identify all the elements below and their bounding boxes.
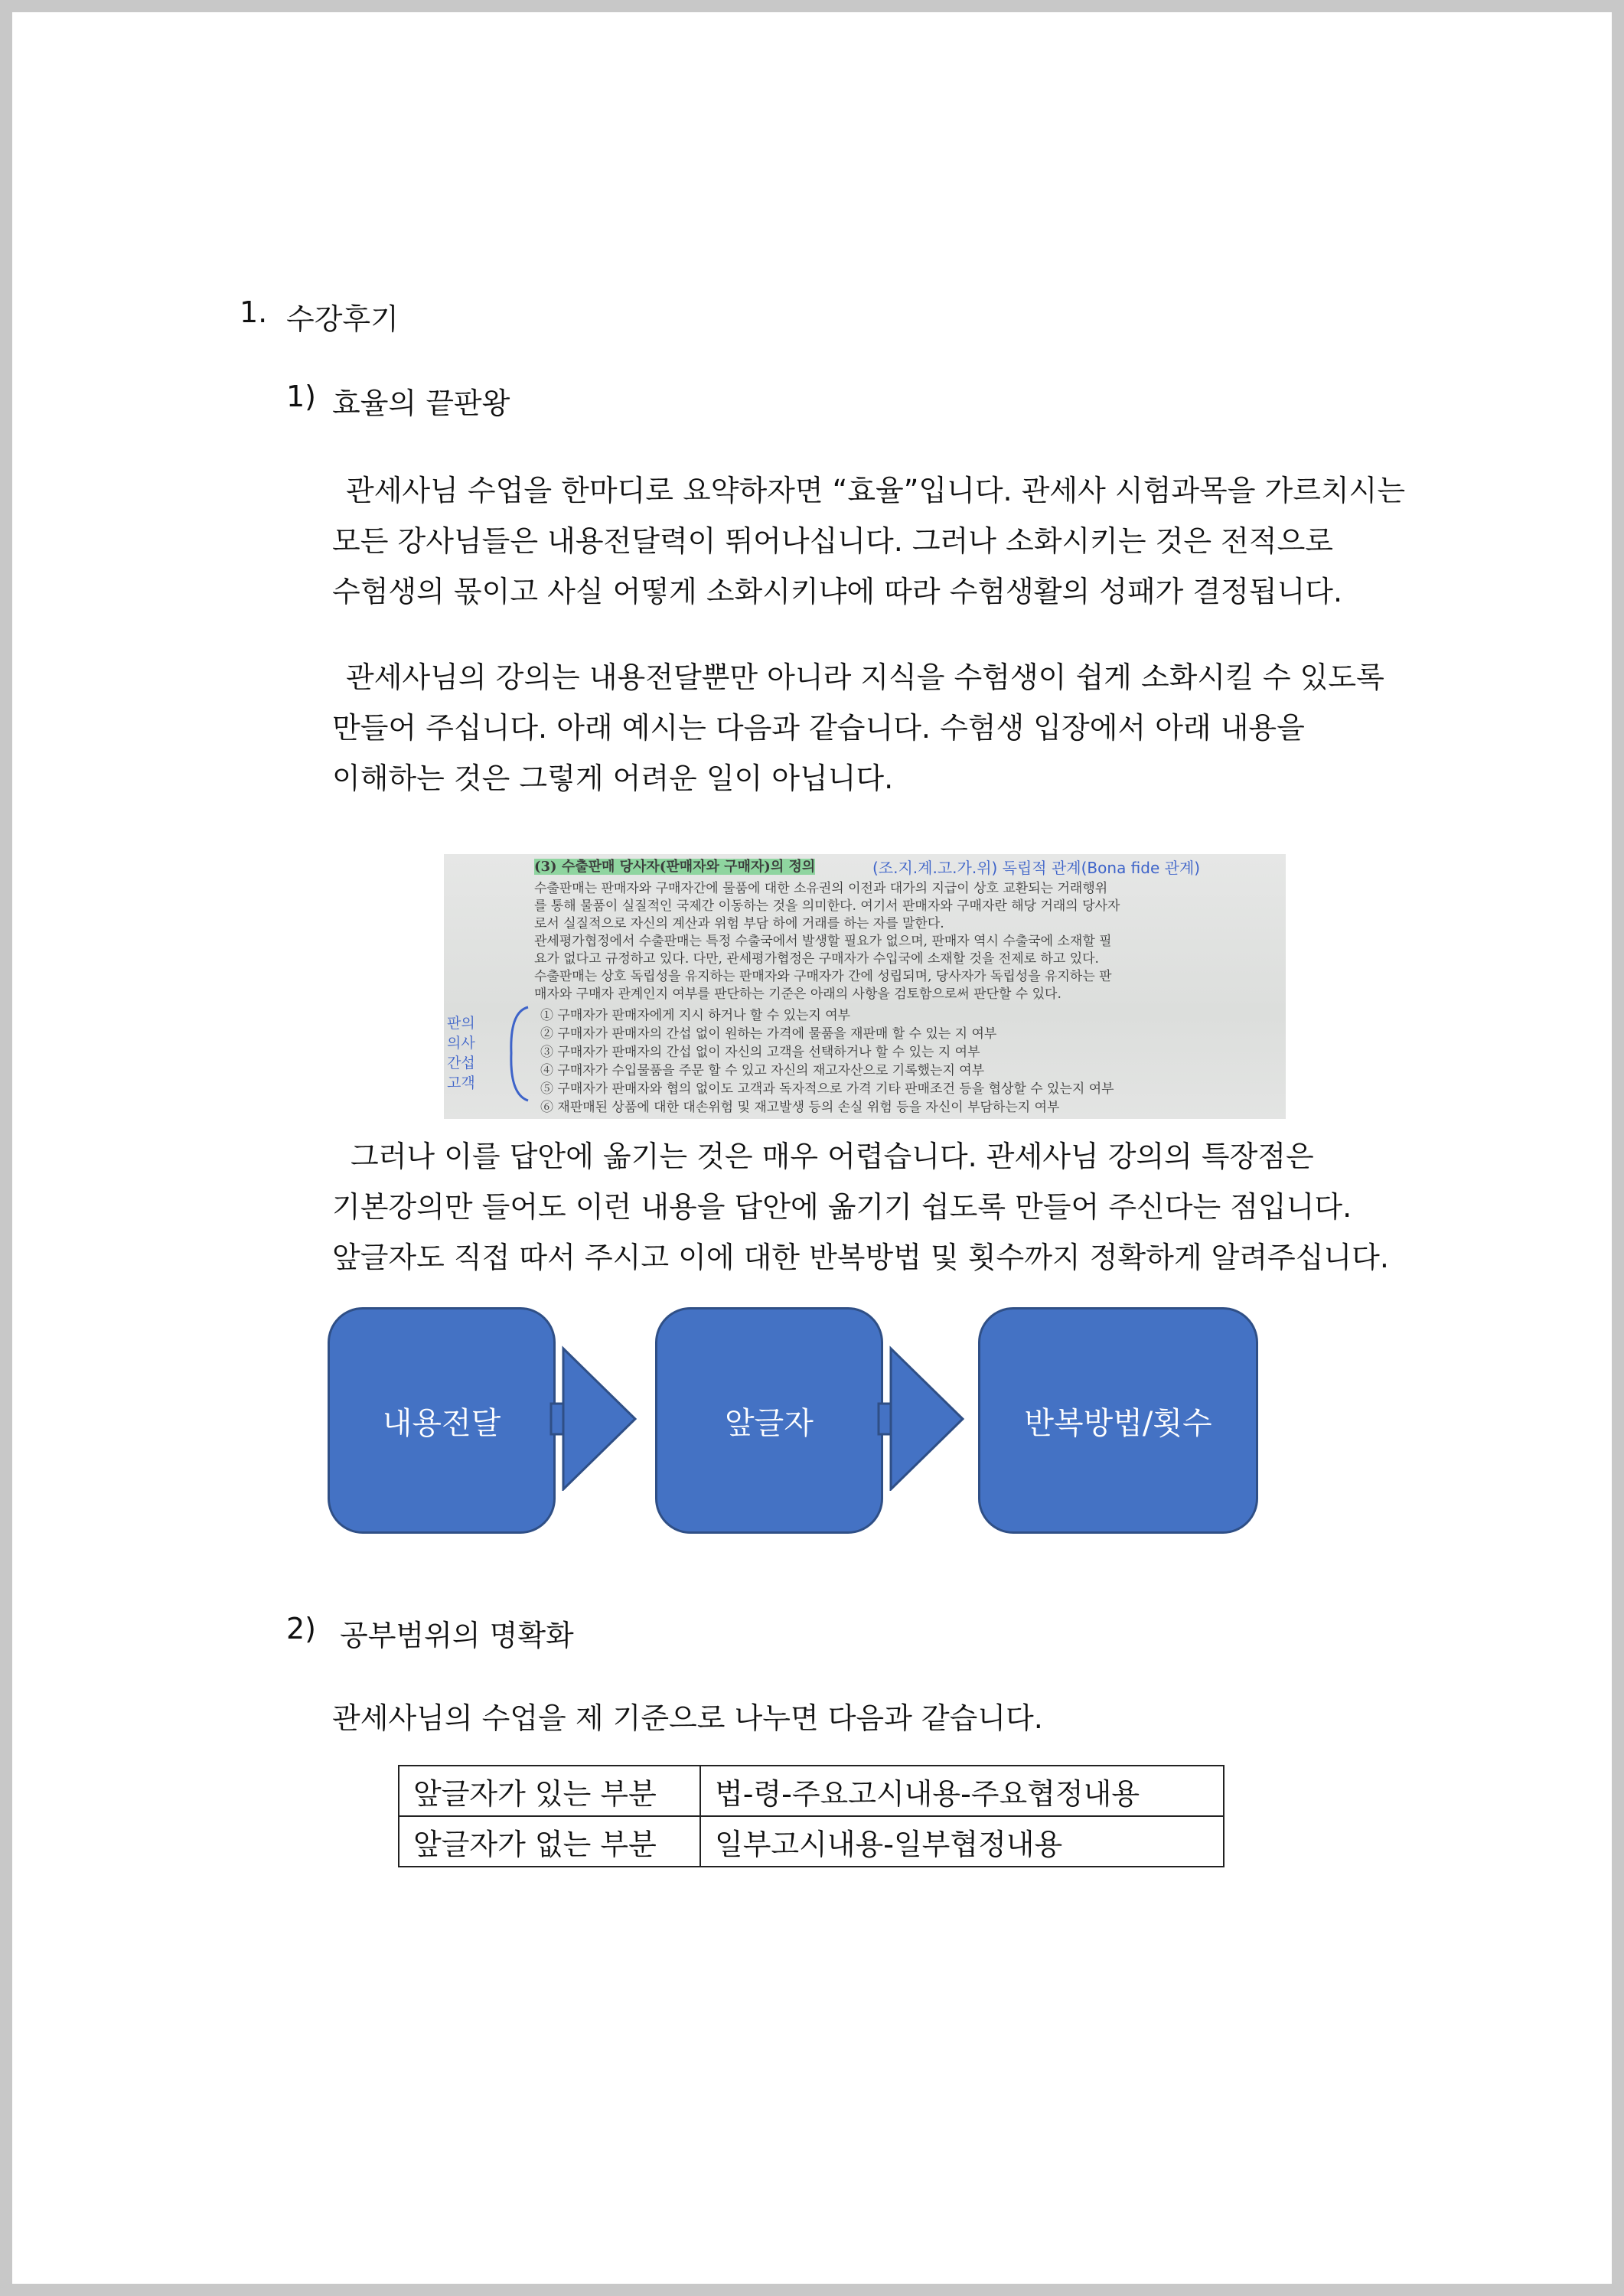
section-number: 1. — [240, 295, 268, 329]
scan-item: ② 구매자가 판매자의 간섭 없이 원하는 가격에 물품을 재판매 할 수 있는 지 여부 — [540, 1026, 997, 1042]
paragraph-line: 앞글자도 직접 따서 주시고 이에 대한 반복방법 및 횟수까지 정확하게 알려주십니다. — [332, 1241, 1389, 1274]
textbook-scan-image — [444, 854, 1286, 1119]
scan-heading-text: (3) 수출판매 당사자(판매자와 구매자)의 정의 — [534, 859, 816, 875]
subsection-number: 1) — [286, 380, 317, 413]
flow-step-content-delivery: 내용전달 — [328, 1307, 556, 1534]
paragraph — [332, 1131, 1389, 1283]
scan-line: 관세평가협정에서 수출판매는 특정 수출국에서 발생할 필요가 없으며, 판매자 역시 수출국에 소재할 필 — [534, 934, 1112, 949]
scan-heading — [534, 856, 815, 876]
table-cell: 일부고시내용-일부협정내용 — [700, 1816, 1224, 1867]
scan-item: ③ 구매자가 판매자의 간섭 없이 자신의 고객을 선택하거나 할 수 있는 지 여부 — [540, 1045, 980, 1060]
paragraph-line: 모든 강사님들은 내용전달력이 뛰어나십니다. 그러나 소화시키는 것은 전적으로 — [332, 524, 1334, 558]
scan-handwriting-left: 간섭 — [447, 1055, 475, 1071]
document-page — [12, 12, 1612, 2284]
scan-line: 매자와 구매자 관계인지 여부를 판단하는 기준은 아래의 사항을 검토함으로써 판단할 수 있다. — [534, 987, 1061, 1002]
scan-handwriting-left: 의사 — [447, 1035, 475, 1052]
table-cell: 앞글자가 없는 부분 — [399, 1816, 700, 1867]
scan-line: 요가 없다고 규정하고 있다. 다만, 관세평가협정은 구매자가 수입국에 소재할 것을 전제로 하고 있다. — [534, 951, 1099, 967]
paragraph — [332, 652, 1384, 804]
table-cell: 앞글자가 있는 부분 — [399, 1766, 700, 1816]
paragraph-line: 그러나 이를 답안에 옮기는 것은 매우 어렵습니다. 관세사님 강의의 특장점은 — [351, 1140, 1314, 1173]
paragraph-line: 관세사님의 강의는 내용전달뿐만 아니라 지식을 수험생이 쉽게 소화시킬 수 있도록 — [346, 660, 1384, 694]
flow-arrow-icon — [877, 1345, 977, 1491]
paragraph-line: 수험생의 몫이고 사실 어떻게 소화시키냐에 따라 수험생활의 성패가 결정됩니다. — [332, 575, 1343, 608]
paragraph — [332, 465, 1405, 617]
section-title: 수강후기 — [286, 302, 399, 336]
table-row — [399, 1766, 1224, 1816]
subsection-title: 효율의 끝판왕 — [332, 386, 510, 420]
table-row — [399, 1816, 1224, 1867]
scan-handwriting-left: 고객 — [447, 1075, 475, 1091]
subsection-number: 2) — [286, 1612, 317, 1645]
scan-handwriting-left: 판의 — [447, 1015, 475, 1032]
scan-bracket-mark — [505, 1004, 536, 1104]
scan-line: 를 통해 물품이 실질적인 국제간 이동하는 것을 의미한다. 여기서 판매자와 구매자란 해당 거래의 당사자 — [534, 899, 1120, 914]
table-cell: 법-령-주요고시내용-주요협정내용 — [700, 1766, 1224, 1816]
paragraph-line: 만들어 주십니다. 아래 예시는 다음과 같습니다. 수험생 입장에서 아래 내용을 — [332, 711, 1305, 745]
scan-handwriting-top: (조.지.계.고.가.위) 독립적 관계(Bona fide 관계) — [872, 859, 1201, 877]
scan-item: ① 구매자가 판매자에게 지시 하거나 할 수 있는지 여부 — [540, 1008, 851, 1023]
scan-line: 수출판매는 판매자와 구매자간에 물품에 대한 소유권의 이전과 대가의 지급이 상호 교환되는 거래행위 — [534, 881, 1108, 896]
scan-item: ⑥ 재판매된 상품에 대한 대손위험 및 재고발생 등의 손실 위험 등을 자신이 부담하는지 여부 — [540, 1100, 1060, 1115]
paragraph-line: 관세사님 수업을 한마디로 요약하자면 “효율”입니다. 관세사 시험과목을 가르치시는 — [346, 474, 1406, 507]
scan-item: ⑤ 구매자가 판매자와 협의 없이도 고객과 독자적으로 가격 기타 판매조건 등을 협상할 수 있는지 여부 — [540, 1081, 1114, 1097]
scan-line: 로서 실질적으로 자신의 계산과 위험 부담 하에 거래를 하는 자를 말한다. — [534, 916, 944, 931]
scan-line: 수출판매는 상호 독립성을 유지하는 판매자와 구매자가 간에 성립되며, 당사자가 독립성을 유지하는 판 — [534, 969, 1112, 984]
flow-step-repetition: 반복방법/횟수 — [978, 1307, 1258, 1534]
paragraph-line: 이해하는 것은 그렇게 어려운 일이 아닙니다. — [332, 762, 894, 795]
subsection-title: 공부범위의 명확화 — [340, 1619, 574, 1652]
paragraph-line: 기본강의만 들어도 이런 내용을 답안에 옮기기 쉽도록 만들어 주신다는 점입니다. — [332, 1190, 1352, 1224]
scan-item: ④ 구매자가 수입물품을 주문 할 수 있고 자신의 재고자산으로 기록했는지 여부 — [540, 1063, 985, 1078]
section-heading — [240, 295, 267, 329]
paragraph-line: 관세사님의 수업을 제 기준으로 나누면 다음과 같습니다. — [332, 1701, 1043, 1735]
flow-arrow-icon — [549, 1345, 649, 1491]
scope-table — [398, 1765, 1225, 1867]
flow-step-acronym: 앞글자 — [655, 1307, 883, 1534]
